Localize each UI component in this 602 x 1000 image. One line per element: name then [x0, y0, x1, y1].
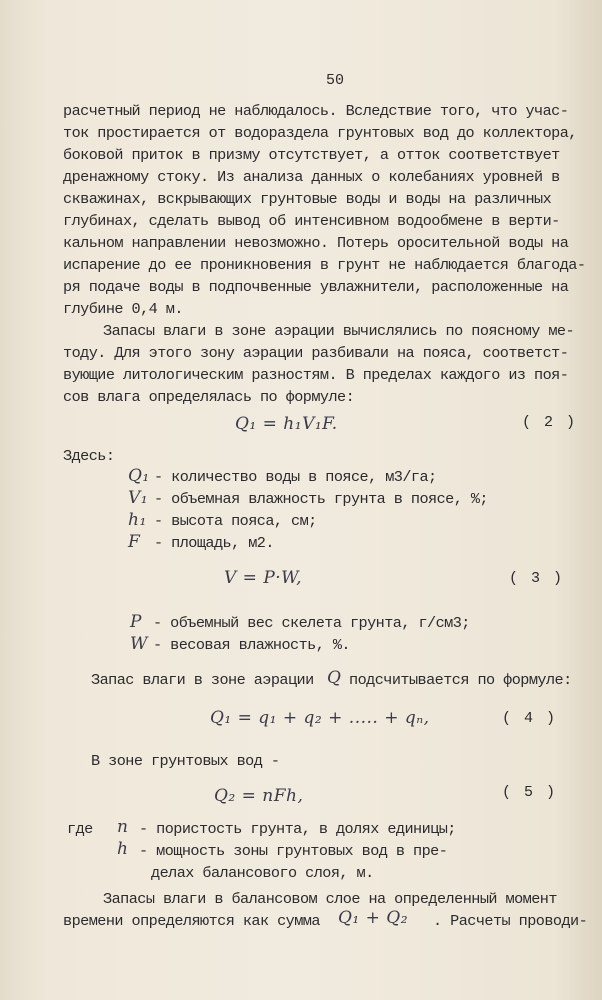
text-line: тоду. Для этого зону аэрации разбивали на пояса, соответст-: [63, 344, 569, 362]
definition: - мощность зоны грунтовых вод в пре-: [139, 842, 448, 860]
text-line: расчетный период не наблюдалось. Вследствие того, что учас-: [63, 102, 569, 120]
symbol: Q₁: [128, 466, 150, 486]
definition: делах балансового слоя, м.: [151, 864, 374, 882]
symbol: W: [130, 634, 148, 654]
symbol: V₁: [128, 488, 149, 508]
formula-4: Q₁ = q₁ + q₂ + ..... + qₙ,: [210, 708, 430, 728]
symbol: h: [117, 839, 129, 859]
symbol: n: [117, 817, 129, 837]
text-line: . Расчеты проводи-: [433, 912, 588, 930]
formula-5: Q₂ = nFh,: [214, 786, 304, 806]
text-line: скважинах, вскрывающих грунтовые воды и воды на различных: [63, 190, 552, 208]
formula-inline: Q₁ + Q₂: [338, 908, 409, 928]
symbol: P: [130, 612, 142, 632]
text-line: глубинах, сделать вывод об интенсивном водообмене в верти-: [63, 212, 560, 230]
text-line: Запас влаги в зоне аэрации: [91, 671, 314, 689]
text-line: Запасы влаги в зоне аэрации вычислялись по поясному ме-: [103, 322, 575, 340]
text-line: В зоне грунтовых вод -: [91, 752, 280, 770]
text-line: ря подаче воды в подпочвенные увлажнители, расположенные на: [63, 278, 569, 296]
text-line: дренажному стоку. Из анализа данных о колебаниях уровней в: [63, 168, 560, 186]
formula-2: Q₁ = h₁V₁F.: [235, 414, 338, 434]
definition: - высота пояса, см;: [154, 512, 317, 530]
text-line: Запасы влаги в балансовом слое на определенный момент: [103, 890, 557, 908]
definition: - весовая влажность, %.: [153, 636, 350, 654]
text-line: кальном направлении невозможно. Потерь оросительной воды на: [63, 234, 569, 252]
equation-number-3: ( 3 ): [509, 570, 565, 587]
definition: - объемный вес скелета грунта, г/см3;: [153, 614, 470, 632]
symbol: Q: [327, 668, 342, 688]
text-line: ток простирается от водораздела грунтовых вод до коллектора,: [63, 124, 577, 142]
formula-3: V = P·W,: [224, 568, 303, 588]
text-line: подсчитывается по формуле:: [349, 671, 572, 689]
where-label: где: [67, 820, 93, 838]
text-line: глубине 0,4 м.: [63, 300, 183, 318]
definition: - пористость грунта, в долях единицы;: [139, 820, 456, 838]
text-line: сов влага определялась по формуле:: [63, 388, 355, 406]
text-line: боковой приток в призму отсутствует, а отток соответствует: [63, 146, 560, 164]
symbol: F: [128, 532, 141, 552]
definition: - количество воды в поясе, м3/га;: [154, 468, 437, 486]
equation-number-4: ( 4 ): [502, 710, 558, 727]
text-line: испарение до ее проникновения в грунт не наблюдается благода-: [63, 256, 586, 274]
definition: - площадь, м2.: [154, 534, 274, 552]
equation-number-2: ( 2 ): [522, 414, 578, 431]
equation-number-5: ( 5 ): [502, 784, 558, 801]
text-line: вующие литологическим разностям. В пределах каждого из поя-: [63, 366, 569, 384]
page-number: 50: [326, 72, 345, 89]
text-line: времени определяются как сумма: [63, 912, 320, 930]
symbol: h₁: [128, 510, 147, 530]
here-label: Здесь:: [63, 447, 115, 465]
definition: - объемная влажность грунта в поясе, %;: [154, 490, 488, 508]
